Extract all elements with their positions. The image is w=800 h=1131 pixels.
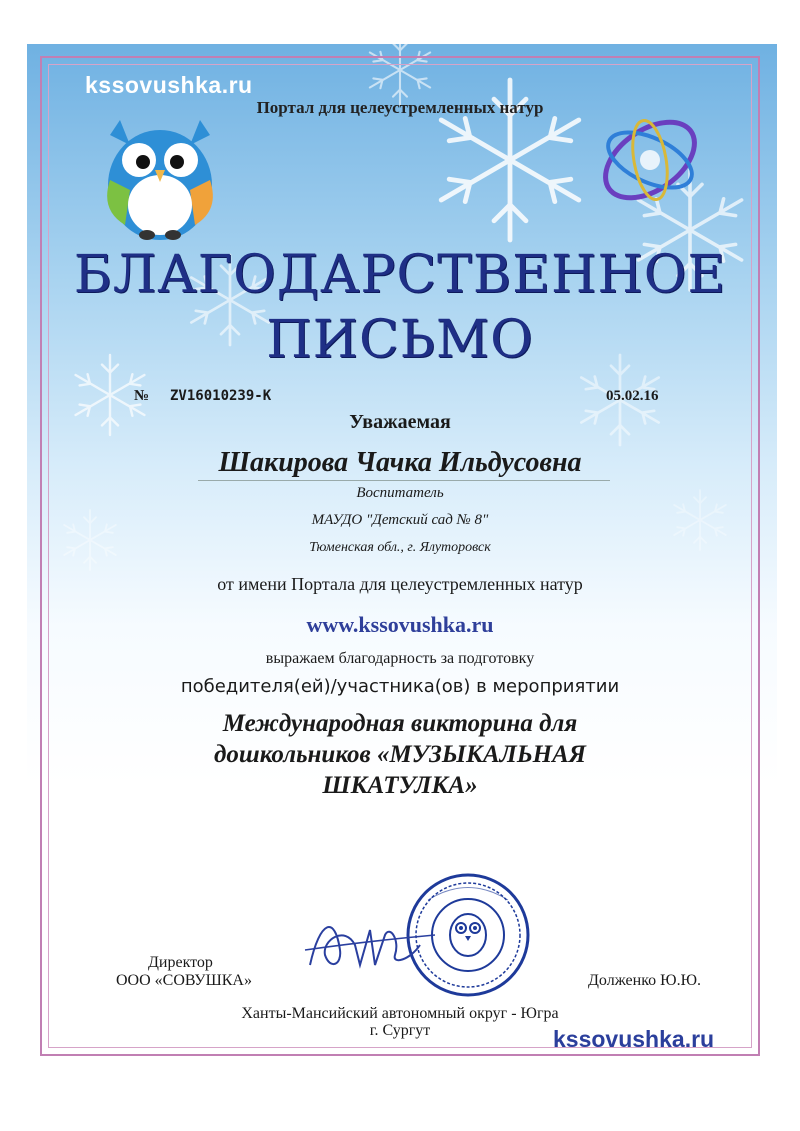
recipient-region: Тюменская обл., г. Ялуторовск (309, 540, 491, 555)
title-line-1: БЛАГОДАРСТВЕННОЕ (73, 245, 727, 305)
event-title-line-2: дошкольников «МУЗЫКАЛЬНАЯ (213, 741, 587, 768)
title-line-2: ПИСЬМО (266, 310, 534, 370)
website-link: www.kssovushka.ru (306, 612, 494, 637)
number-label: № (134, 388, 150, 404)
recipient-name: Шакирова Чачка Ильдусовна (218, 447, 582, 478)
name-underline (198, 480, 610, 481)
footer-region: Ханты-Мансийский автономный округ - Югра (241, 1005, 559, 1022)
winners-text: победителя(ей)/участника(ов) в мероприятии (180, 676, 620, 697)
salutation: Уважаемая (349, 411, 451, 433)
owl-logo-icon (95, 110, 225, 245)
certificate-number: ZV16010239-K (170, 388, 272, 404)
event-title-line-1: Международная викторина для (222, 710, 578, 737)
footer-city: г. Сургут (369, 1022, 431, 1039)
director-company: ООО «СОВУШКА» (116, 972, 252, 989)
event-title-line-3: ШКАТУЛКА» (322, 772, 478, 799)
certificate-date: 05.02.16 (606, 388, 659, 404)
recipient-organization: МАУДО "Детский сад № 8" (311, 512, 489, 528)
director-title: Директор (148, 954, 213, 971)
recipient-position: Воспитатель (356, 485, 444, 501)
footer-site-name: kssovushka.ru (553, 1026, 715, 1052)
director-signature-icon (300, 910, 440, 980)
header-site-name: kssovushka.ru (85, 72, 253, 98)
thanks-text: выражаем благодарность за подготовку (265, 650, 535, 667)
portal-tagline: Портал для целеустремленных натур (256, 98, 544, 117)
on-behalf-text: от имени Портала для целеустремленных натур (217, 574, 583, 594)
signer-name: Долженко Ю.Ю. (588, 972, 702, 989)
event-title (0, 708, 800, 801)
